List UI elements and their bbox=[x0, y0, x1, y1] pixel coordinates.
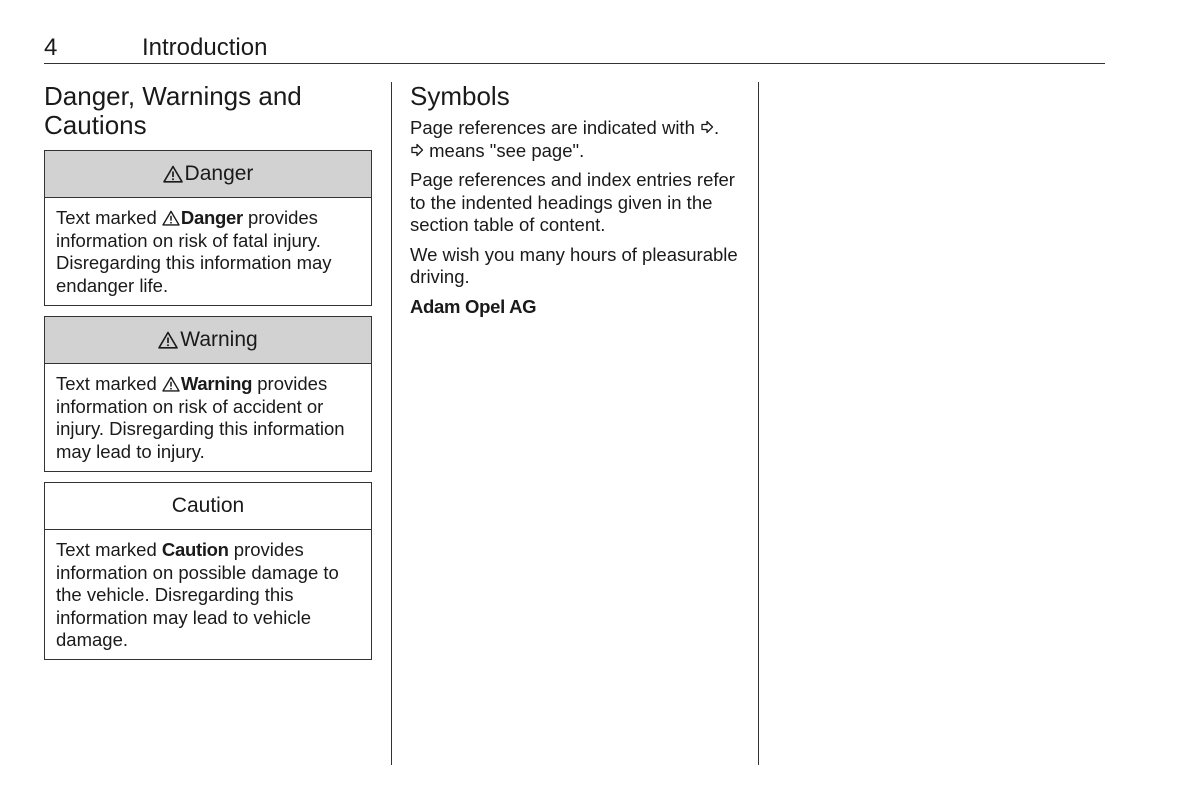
left-column bbox=[44, 82, 372, 670]
warning-notice-header bbox=[45, 317, 371, 364]
page-reference-period: . bbox=[714, 117, 720, 138]
caution-notice bbox=[44, 482, 372, 660]
danger-warnings-cautions-heading: Danger, Warnings and Cautions bbox=[44, 81, 302, 140]
warning-triangle-icon bbox=[163, 165, 183, 183]
header-rule bbox=[44, 63, 1105, 64]
page-header bbox=[44, 34, 1105, 66]
danger-notice-body bbox=[45, 198, 371, 305]
warning-notice-title: Warning bbox=[180, 328, 258, 351]
column-divider-left bbox=[391, 82, 392, 765]
warning-keyword: Warning bbox=[180, 373, 253, 394]
middle-column bbox=[410, 82, 750, 325]
signature bbox=[410, 296, 750, 319]
see-page-text: means "see page". bbox=[424, 139, 585, 161]
caution-body-prefix: Text marked bbox=[56, 539, 162, 560]
caution-notice-header bbox=[45, 483, 371, 530]
danger-body-prefix: Text marked bbox=[56, 207, 162, 228]
warning-body-text: provides information on risk of accident or injury. Disregarding this information may lead to injury. bbox=[56, 373, 345, 462]
page-reference-text: Page references are indicated with bbox=[410, 117, 701, 138]
page-reference-arrow-icon bbox=[410, 143, 424, 157]
page-reference-arrow-icon bbox=[700, 120, 714, 134]
page-reference-paragraph bbox=[410, 117, 750, 162]
warning-triangle-icon bbox=[158, 331, 178, 349]
signature-text: Adam Opel AG bbox=[410, 295, 537, 317]
warning-notice bbox=[44, 316, 372, 472]
column-divider-right bbox=[758, 82, 759, 765]
greeting-paragraph: We wish you many hours of pleasurable driving. bbox=[410, 243, 738, 287]
caution-notice-body bbox=[45, 530, 371, 659]
caution-notice-title: Caution bbox=[171, 494, 245, 517]
warning-triangle-icon bbox=[162, 376, 180, 392]
warning-body-prefix: Text marked bbox=[56, 373, 162, 394]
warning-triangle-icon bbox=[162, 210, 180, 226]
caution-keyword: Caution bbox=[161, 539, 229, 560]
section-title: Introduction bbox=[142, 34, 268, 61]
danger-notice bbox=[44, 150, 372, 306]
page-number: 4 bbox=[44, 34, 58, 61]
danger-body-text: provides information on risk of fatal injury. Disregarding this information may endanger life. bbox=[56, 207, 332, 296]
danger-notice-title: Danger bbox=[184, 162, 254, 185]
warning-notice-body bbox=[45, 364, 371, 471]
index-entries-paragraph: Page references and index entries refer to the indented headings given in the section table of content. bbox=[410, 169, 735, 235]
caution-body-text: provides information on possible damage to the vehicle. Disregarding this information may lead to vehicle damage. bbox=[56, 539, 339, 650]
danger-notice-header bbox=[45, 151, 371, 198]
danger-keyword: Danger bbox=[180, 207, 243, 228]
symbols-heading: Symbols bbox=[410, 81, 510, 111]
